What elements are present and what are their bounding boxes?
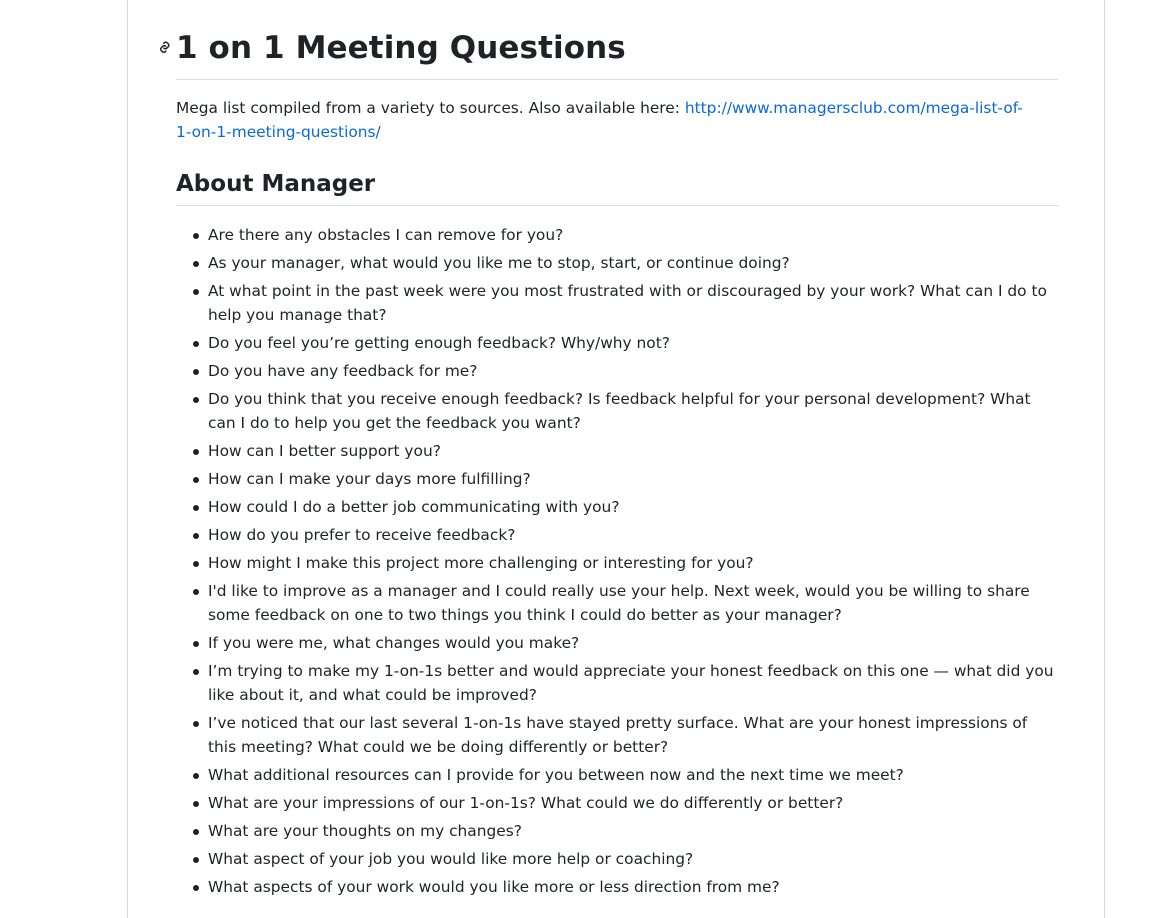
list-item-text: Are there any obstacles I can remove for you? (208, 226, 564, 244)
list-item-text: I’ve noticed that our last several 1-on-1s have stayed pretty surface. What are your honest impressions of this meeting? What could we be doing differently or better? (208, 714, 1028, 756)
list-item (208, 467, 1058, 491)
markdown-body (176, 0, 1058, 903)
list-item-text: What are your thoughts on my changes? (208, 822, 522, 840)
list-item-text: How can I make your days more fulfilling? (208, 470, 531, 488)
managersclub-link[interactable]: http://www.managersclub.com/mega-list-of-1-on-1-meeting-questions/ (176, 99, 1023, 141)
bullet-icon (193, 505, 199, 511)
list-item (208, 763, 1058, 787)
bullet-icon (193, 829, 199, 835)
list-item (208, 223, 1058, 247)
bullet-icon (193, 589, 199, 595)
list-item-text: How could I do a better job communicating with you? (208, 498, 620, 516)
readme-container (127, 0, 1105, 918)
bullet-icon (193, 449, 199, 455)
section-heading-about-manager: About Manager (176, 171, 376, 197)
list-item (208, 331, 1058, 355)
bullet-icon (193, 397, 199, 403)
list-item (208, 495, 1058, 519)
list-item (208, 523, 1058, 547)
bullet-icon (193, 533, 199, 539)
list-item-text: Do you think that you receive enough feedback? Is feedback helpful for your personal development? What can I do to help you get the feedback you want? (208, 390, 1031, 432)
list-item (208, 791, 1058, 815)
list-item-text: What additional resources can I provide for you between now and the next time we meet? (208, 766, 904, 784)
list-item (208, 439, 1058, 463)
list-item-text: How do you prefer to receive feedback? (208, 526, 516, 544)
bullet-icon (193, 261, 199, 267)
list-item-text: At what point in the past week were you most frustrated with or discouraged by your work? What can I do to help you manage that? (208, 282, 1047, 324)
list-item (208, 279, 1058, 327)
bullet-icon (193, 721, 199, 727)
list-item (208, 551, 1058, 575)
list-item (208, 251, 1058, 275)
page-title: 1 on 1 Meeting Questions (176, 30, 626, 66)
list-item-text: Do you have any feedback for me? (208, 362, 478, 380)
section-heading-block (176, 169, 1058, 206)
bullet-icon (193, 477, 199, 483)
list-item (208, 387, 1058, 435)
bullet-icon (193, 641, 199, 647)
bullet-icon (193, 289, 199, 295)
link-icon[interactable] (156, 39, 172, 55)
bullet-icon (193, 233, 199, 239)
list-item-text: As your manager, what would you like me to stop, start, or continue doing? (208, 254, 790, 272)
list-item-text: What aspect of your job you would like more help or coaching? (208, 850, 694, 868)
list-item-text: I'd like to improve as a manager and I could really use your help. Next week, would you be willing to share some feedback on one to two things you think I could do better as your manager? (208, 582, 1030, 624)
question-list (176, 223, 1058, 899)
list-item (208, 711, 1058, 759)
list-item-text: What aspects of your work would you like more or less direction from me? (208, 878, 780, 896)
list-item-text: How might I make this project more challenging or interesting for you? (208, 554, 754, 572)
bullet-icon (193, 341, 199, 347)
intro-text: Mega list compiled from a variety to sources. Also available here: (176, 99, 685, 117)
bullet-icon (193, 801, 199, 807)
list-item (208, 847, 1058, 871)
bullet-icon (193, 369, 199, 375)
bullet-icon (193, 669, 199, 675)
list-item-text: How can I better support you? (208, 442, 441, 460)
list-item (208, 631, 1058, 655)
title-block (176, 26, 1058, 80)
list-item (208, 359, 1058, 383)
intro-paragraph (176, 96, 1036, 144)
bullet-icon (193, 561, 199, 567)
bullet-icon (193, 885, 199, 891)
list-item (208, 875, 1058, 899)
list-item (208, 819, 1058, 843)
bullet-icon (193, 857, 199, 863)
list-item-text: Do you feel you’re getting enough feedback? Why/why not? (208, 334, 670, 352)
list-item (208, 579, 1058, 627)
list-item-text: What are your impressions of our 1-on-1s? What could we do differently or better? (208, 794, 844, 812)
bullet-icon (193, 773, 199, 779)
list-item-text: I’m trying to make my 1-on-1s better and would appreciate your honest feedback on this one — what did you like about it, and what could be improved? (208, 662, 1054, 704)
list-item-text: If you were me, what changes would you make? (208, 634, 580, 652)
list-item (208, 659, 1058, 707)
